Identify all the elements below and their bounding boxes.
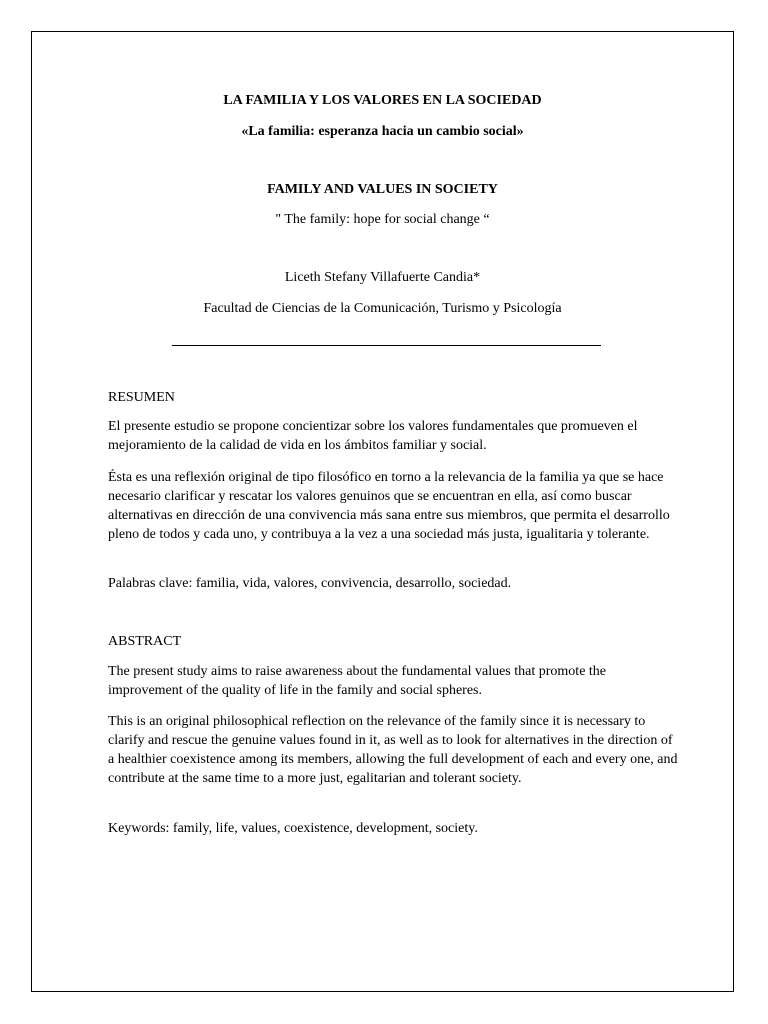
resumen-heading: RESUMEN [108,390,175,405]
resumen-paragraph: Ésta es una reflexión original de tipo filosófico en torno a la relevancia de la familia ya que se hace necesario clarificar y rescatar los valores genuinos que se encuentran en ella, así como buscar alternativas en dirección de una convivencia más sana entre sus miembros, que permita el desarrollo pleno de todos y cada uno, y contribuya a la vez a una sociedad más justa, igualitaria y tolerante. [108,470,670,542]
separator-rule [172,345,601,346]
author-name: Liceth Stefany Villafuerte Candia* [284,270,481,285]
author-affiliation: Facultad de Ciencias de la Comunicación, Turismo y Psicología [203,301,562,316]
abstract-paragraph: This is an original philosophical reflection on the relevance of the family since it is necessary to clarify and rescue the genuine values found in it, as well as to look for alternatives in the direction of a healthier coexistence among its members, allowing the full development of each and every one, and contribute at the same time to a more just, egalitarian and tolerant society. [108,714,678,786]
abstract-paragraph: The present study aims to raise awareness about the fundamental values that promote the improvement of the quality of life in the family and social spheres. [108,664,607,698]
title-english: FAMILY AND VALUES IN SOCIETY [267,182,498,197]
document-page [31,31,734,992]
resumen-keywords: Palabras clave: familia, vida, valores, convivencia, desarrollo, sociedad. [108,576,512,591]
subtitle-spanish: «La familia: esperanza hacia un cambio social» [241,124,524,139]
resumen-paragraph: El presente estudio se propone concientizar sobre los valores fundamentales que promueven el mejoramiento de la calidad de vida en los ámbitos familiar y social. [108,419,638,453]
title-spanish: LA FAMILIA Y LOS VALORES EN LA SOCIEDAD [223,93,542,108]
abstract-keywords: Keywords: family, life, values, coexistence, development, society. [108,821,478,836]
abstract-heading: ABSTRACT [108,634,182,649]
subtitle-english: " The family: hope for social change “ [275,212,490,227]
